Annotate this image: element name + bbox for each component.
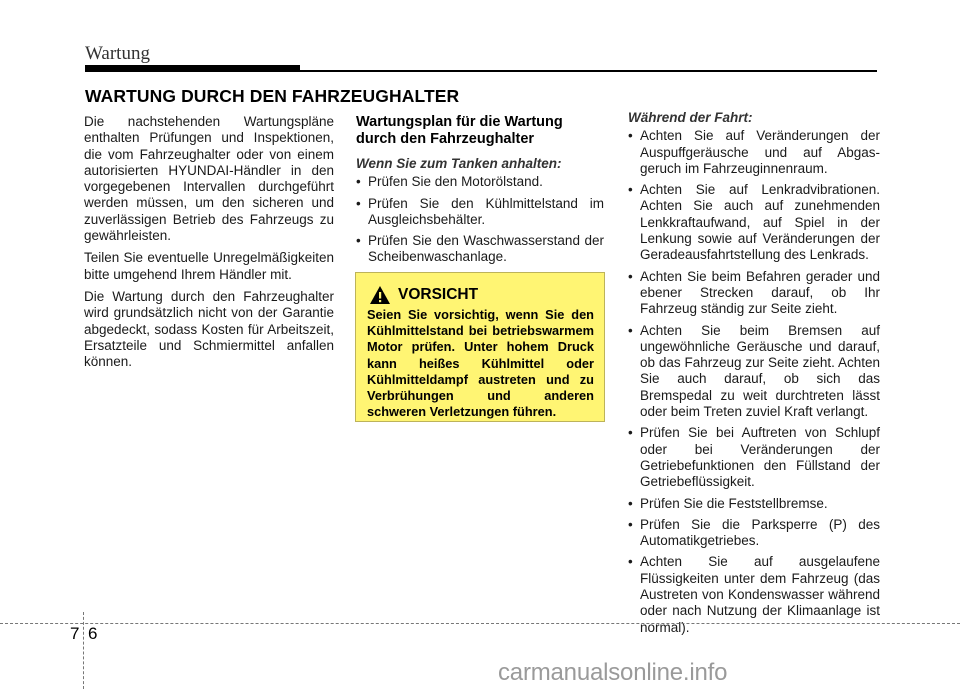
- header-rule-thin: [85, 70, 877, 72]
- chapter-number: 7: [70, 624, 80, 643]
- list-item: • Prüfen Sie die Feststellbremse.: [628, 496, 880, 512]
- driving-subheading: Während der Fahrt:: [628, 110, 753, 125]
- schedule-heading: Wartungsplan für die Wartung durch den Fahrzeughalter: [356, 114, 563, 147]
- list-item: • Achten Sie auf Veränderungen der Auspuffgeräusche und auf Abgas-geruch im Fahrzeuginnenraum.: [628, 128, 880, 177]
- list-item: • Prüfen Sie bei Auftreten von Schlupf oder bei Veränderungen der Getriebefunktionen den Füllstand der Getriebeflüssigkeit.: [628, 425, 880, 490]
- list-item: • Prüfen Sie die Parksperre (P) des Automatikgetriebes.: [628, 517, 880, 550]
- footer-margin-line: [83, 612, 84, 689]
- refuel-checklist: [356, 174, 604, 287]
- watermark: carmanualsonline.info: [498, 659, 728, 686]
- refuel-subheading: Wenn Sie zum Tanken anhalten:: [356, 156, 562, 171]
- driving-checks-column: [628, 110, 880, 641]
- list-item: • Achten Sie beim Bremsen auf ungewöhnliche Geräusche und darauf, ob das Fahrzeug zur Seite zieht. Achten Sie auch darauf, ob sich das Bremspedal zu weit durchtreten lässt oder beim Treten zuviel Kraft verlangt.: [628, 323, 880, 421]
- intro-column: [84, 114, 334, 376]
- list-item: • Achten Sie beim Befahren gerader und ebener Strecken darauf, ob Ihr Fahrzeug ständig zur Seite zieht.: [628, 269, 880, 318]
- caution-header: [369, 285, 594, 305]
- intro-paragraph: Teilen Sie eventuelle Unregelmäßigkeiten bitte umgehend Ihrem Händler mit.: [84, 250, 334, 282]
- intro-paragraph: Die Wartung durch den Fahrzeughalter wird grundsätzlich nicht von der Garantie abgedeckt, sodass Kosten für Arbeitszeit, Ersatzteile und Schmiermittel anfallen können.: [84, 288, 334, 370]
- driving-checklist: [628, 128, 880, 636]
- refuel-checks-column: [356, 114, 604, 292]
- page-header-title: Wartung: [85, 43, 150, 64]
- intro-paragraph: Die nachstehenden Wartungspläne enthalten Prüfungen und Inspektionen, die vom Fahrzeughalter oder von einem autorisierten HYUNDAI-Händler in den vorgegebenen Intervallen durchgeführt werden müssen, um den sicheren und zuverlässigen Betrieb des Fahrzeugs zu gewährleisten.: [84, 114, 334, 244]
- caution-text: Seien Sie vorsichtig, wenn Sie den Kühlmittelstand bei betriebswarmem Motor prüfen. Unter hohem Druck kann heißes Kühlmittel oder Kühlmitteldampf austreten und zu Verbrühungen und anderen schweren Verletzungen führen.: [367, 307, 594, 420]
- list-item: • Achten Sie auf Lenkradvibrationen. Achten Sie auch auf zunehmenden Lenkkraftaufwand, auf Spiel in der Lenkung sowie auf Veränderungen der Geradeausfahrtstellung des Lenkrads.: [628, 182, 880, 263]
- list-item: • Prüfen Sie den Kühlmittelstand im Ausgleichsbehälter.: [356, 196, 604, 229]
- caution-title: VORSICHT: [398, 286, 479, 303]
- caution-box: [355, 272, 605, 422]
- footer-divider: [0, 623, 960, 624]
- warning-triangle-icon: [369, 285, 391, 305]
- list-item: • Achten Sie auf ausgelaufene Flüssigkeiten unter dem Fahrzeug (das Austreten von Kondenswasser während oder nach Nutzung der Klimaanlage ist normal).: [628, 554, 880, 635]
- section-heading: WARTUNG DURCH DEN FAHRZEUGHALTER: [85, 86, 460, 106]
- page-number: 6: [88, 624, 98, 643]
- list-item: • Prüfen Sie den Waschwasserstand der Scheibenwaschanlage.: [356, 233, 604, 266]
- list-item: • Prüfen Sie den Motorölstand.: [356, 174, 604, 190]
